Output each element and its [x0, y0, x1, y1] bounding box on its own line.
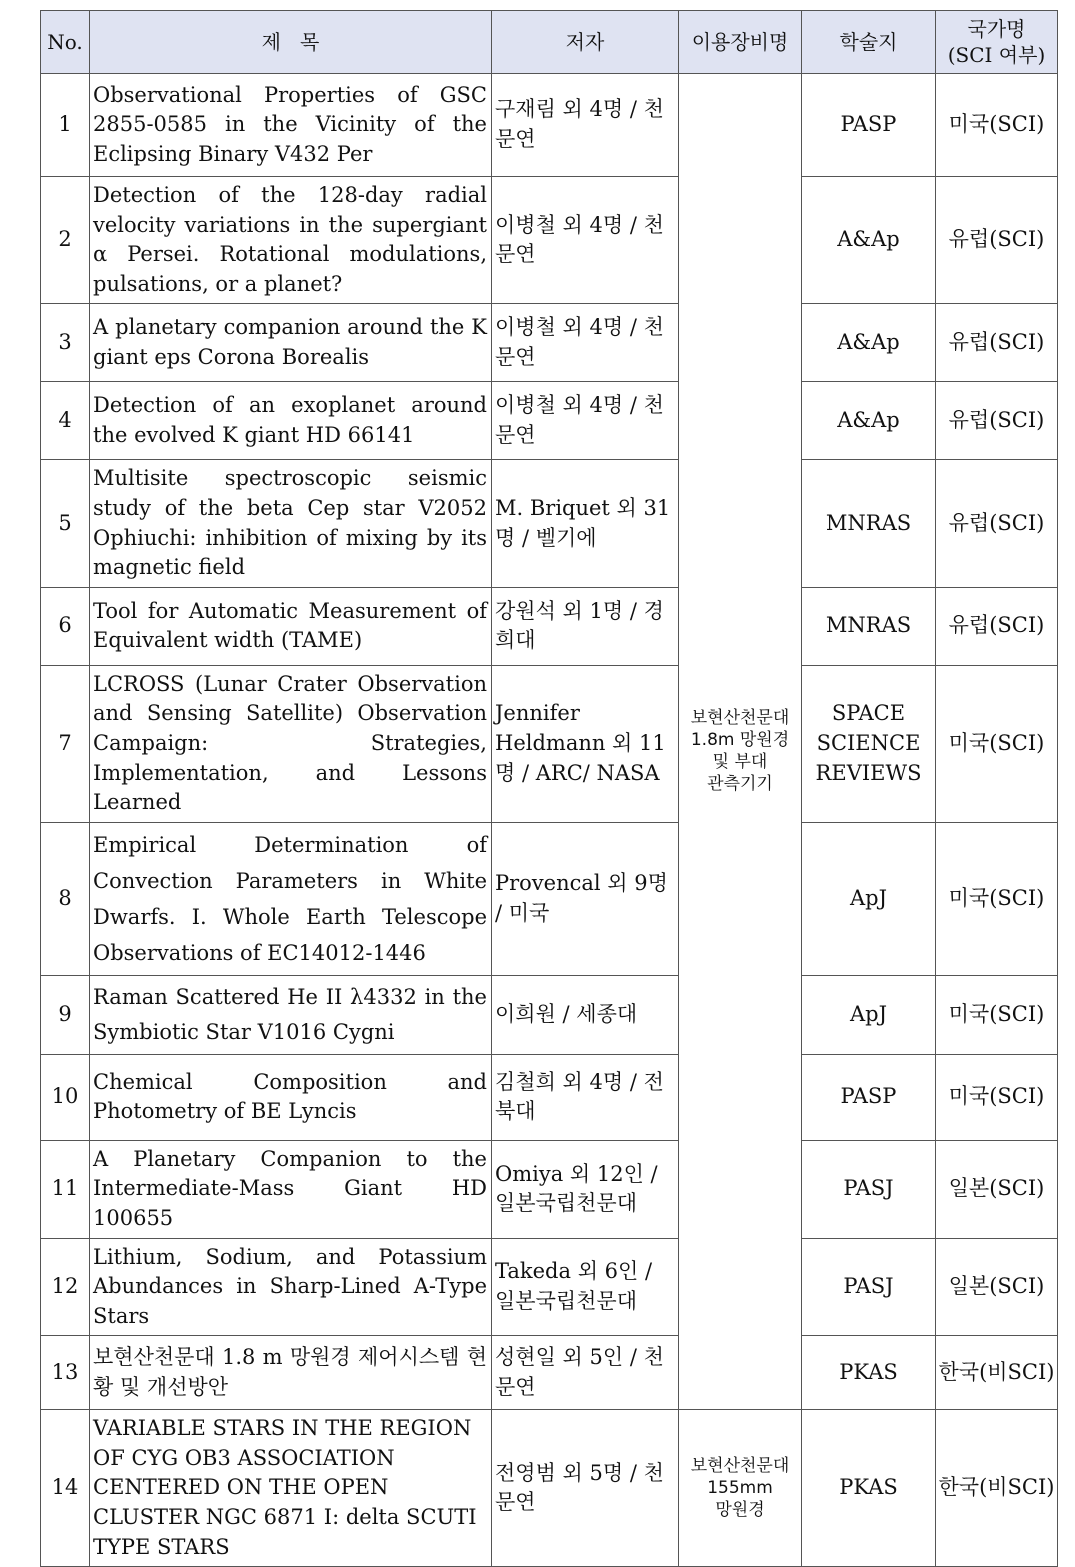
row-title: Detection of the 128-day radial velocity variations in the supergiant α Persei. Rotational modulations, pulsations, or a planet? — [90, 177, 492, 304]
row-no: 4 — [41, 382, 90, 460]
row-journal: PKAS — [802, 1410, 936, 1567]
row-no: 11 — [41, 1140, 90, 1238]
row-author: Omiya 외 12인 / 일본국립천문대 — [492, 1140, 679, 1238]
row-title: A Planetary Companion to the Intermediate-Mass Giant HD 100655 — [90, 1140, 492, 1238]
row-country: 일본(SCI) — [936, 1238, 1058, 1336]
table-row — [41, 382, 1058, 460]
row-no: 13 — [41, 1336, 90, 1410]
row-no: 2 — [41, 177, 90, 304]
row-journal: PKAS — [802, 1336, 936, 1410]
equipment-line: 1.8m 망원경 — [690, 729, 790, 750]
row-author: 전영범 외 5명 / 천문연 — [492, 1410, 679, 1567]
row-title: LCROSS (Lunar Crater Observation and Sensing Satellite) Observation Campaign: Strategies, Implementation, and Lessons Learned — [90, 665, 492, 822]
row-journal: A&Ap — [802, 304, 936, 382]
row-author: M. Briquet 외 31명 / 벨기에 — [492, 460, 679, 587]
row-journal: PASP — [802, 1054, 936, 1140]
row-country: 미국(SCI) — [936, 822, 1058, 975]
row-no: 5 — [41, 460, 90, 587]
row-country: 한국(비SCI) — [936, 1410, 1058, 1567]
row-title: A planetary companion around the K giant eps Corona Borealis — [90, 304, 492, 382]
row-country: 유럽(SCI) — [936, 460, 1058, 587]
header-country — [936, 11, 1058, 74]
equipment-line: 및 부대 — [712, 751, 768, 772]
equipment-cell — [679, 1410, 802, 1567]
row-country: 유럽(SCI) — [936, 382, 1058, 460]
row-no: 10 — [41, 1054, 90, 1140]
equipment-line: 보현산천문대 — [690, 1456, 790, 1477]
table-row — [41, 587, 1058, 665]
publications-table — [40, 10, 1058, 1567]
table-row — [41, 665, 1058, 822]
row-country: 유럽(SCI) — [936, 587, 1058, 665]
row-no: 1 — [41, 74, 90, 177]
row-title: Empirical Determination of Convection Parameters in White Dwarfs. I. Whole Earth Telescope Observations of EC14012-1446 — [90, 822, 492, 975]
row-author: 이병철 외 4명 / 천문연 — [492, 382, 679, 460]
row-country: 미국(SCI) — [936, 74, 1058, 177]
row-no: 12 — [41, 1238, 90, 1336]
table-row — [41, 1410, 1058, 1567]
row-author: 구재림 외 4명 / 천문연 — [492, 74, 679, 177]
row-journal: PASJ — [802, 1238, 936, 1336]
row-no: 7 — [41, 665, 90, 822]
table-row — [41, 460, 1058, 587]
row-no: 3 — [41, 304, 90, 382]
row-author: 강원석 외 1명 / 경희대 — [492, 587, 679, 665]
row-title: Detection of an exoplanet around the evolved K giant HD 66141 — [90, 382, 492, 460]
equipment-line: 155mm — [707, 1478, 773, 1499]
row-author: Provencal 외 9명 / 미국 — [492, 822, 679, 975]
row-author: 이병철 외 4명 / 천문연 — [492, 177, 679, 304]
row-author: Jennifer Heldmann 외 11명 / ARC/ NASA — [492, 665, 679, 822]
header-author: 저자 — [492, 11, 679, 74]
table-row — [41, 1238, 1058, 1336]
equipment-line: 보현산천문대 — [690, 707, 790, 728]
row-no: 6 — [41, 587, 90, 665]
row-country: 일본(SCI) — [936, 1140, 1058, 1238]
equipment-line: 망원경 — [715, 1500, 765, 1521]
row-title: VARIABLE STARS IN THE REGION OF CYG OB3 ASSOCIATION CENTERED ON THE OPEN CLUSTER NGC 6871 I: delta SCUTI TYPE STARS — [90, 1410, 492, 1567]
row-journal: A&Ap — [802, 177, 936, 304]
row-country: 유럽(SCI) — [936, 304, 1058, 382]
table-row — [41, 304, 1058, 382]
table-row — [41, 74, 1058, 177]
row-title: Chemical Composition and Photometry of BE Lyncis — [90, 1054, 492, 1140]
row-no: 14 — [41, 1410, 90, 1567]
row-journal: A&Ap — [802, 382, 936, 460]
row-author: Takeda 외 6인 / 일본국립천문대 — [492, 1238, 679, 1336]
row-no: 9 — [41, 975, 90, 1054]
table-row — [41, 975, 1058, 1054]
row-title: Lithium, Sodium, and Potassium Abundances in Sharp-Lined A-Type Stars — [90, 1238, 492, 1336]
row-title: Raman Scattered He II λ4332 in the Symbiotic Star V1016 Cygni — [90, 975, 492, 1054]
table-row — [41, 1140, 1058, 1238]
table-row — [41, 1054, 1058, 1140]
row-title: Tool for Automatic Measurement of Equivalent width (TAME) — [90, 587, 492, 665]
row-author: 이희원 / 세종대 — [492, 975, 679, 1054]
row-journal: MNRAS — [802, 460, 936, 587]
table-row — [41, 822, 1058, 975]
row-country: 미국(SCI) — [936, 1054, 1058, 1140]
header-no: No. — [41, 11, 90, 74]
row-country: 한국(비SCI) — [936, 1336, 1058, 1410]
row-title: Multisite spectroscopic seismic study of the beta Cep star V2052 Ophiuchi: inhibition of mixing by its magnetic field — [90, 460, 492, 587]
table-row — [41, 1336, 1058, 1410]
equipment-line: 관측기기 — [707, 773, 773, 794]
header-country-line1: 국가명 — [967, 17, 1026, 41]
row-journal: SPACE SCIENCE REVIEWS — [802, 665, 936, 822]
header-row — [41, 11, 1058, 74]
header-title: 제 목 — [90, 11, 492, 74]
header-country-line2: (SCI 여부) — [947, 43, 1046, 67]
equipment-cell — [679, 74, 802, 1410]
row-no: 8 — [41, 822, 90, 975]
row-country: 미국(SCI) — [936, 975, 1058, 1054]
header-equipment: 이용장비명 — [679, 11, 802, 74]
row-journal: PASJ — [802, 1140, 936, 1238]
row-title: 보현산천문대 1.8 m 망원경 제어시스템 현황 및 개선방안 — [90, 1336, 492, 1410]
row-author: 성현일 외 5인 / 천문연 — [492, 1336, 679, 1410]
header-journal: 학술지 — [802, 11, 936, 74]
row-journal: ApJ — [802, 975, 936, 1054]
row-author: 이병철 외 4명 / 천문연 — [492, 304, 679, 382]
row-journal: MNRAS — [802, 587, 936, 665]
row-country: 유럽(SCI) — [936, 177, 1058, 304]
row-country: 미국(SCI) — [936, 665, 1058, 822]
table-row — [41, 177, 1058, 304]
row-journal: PASP — [802, 74, 936, 177]
row-title: Observational Properties of GSC 2855-0585 in the Vicinity of the Eclipsing Binary V432 Per — [90, 74, 492, 177]
row-journal: ApJ — [802, 822, 936, 975]
row-author: 김철희 외 4명 / 전북대 — [492, 1054, 679, 1140]
